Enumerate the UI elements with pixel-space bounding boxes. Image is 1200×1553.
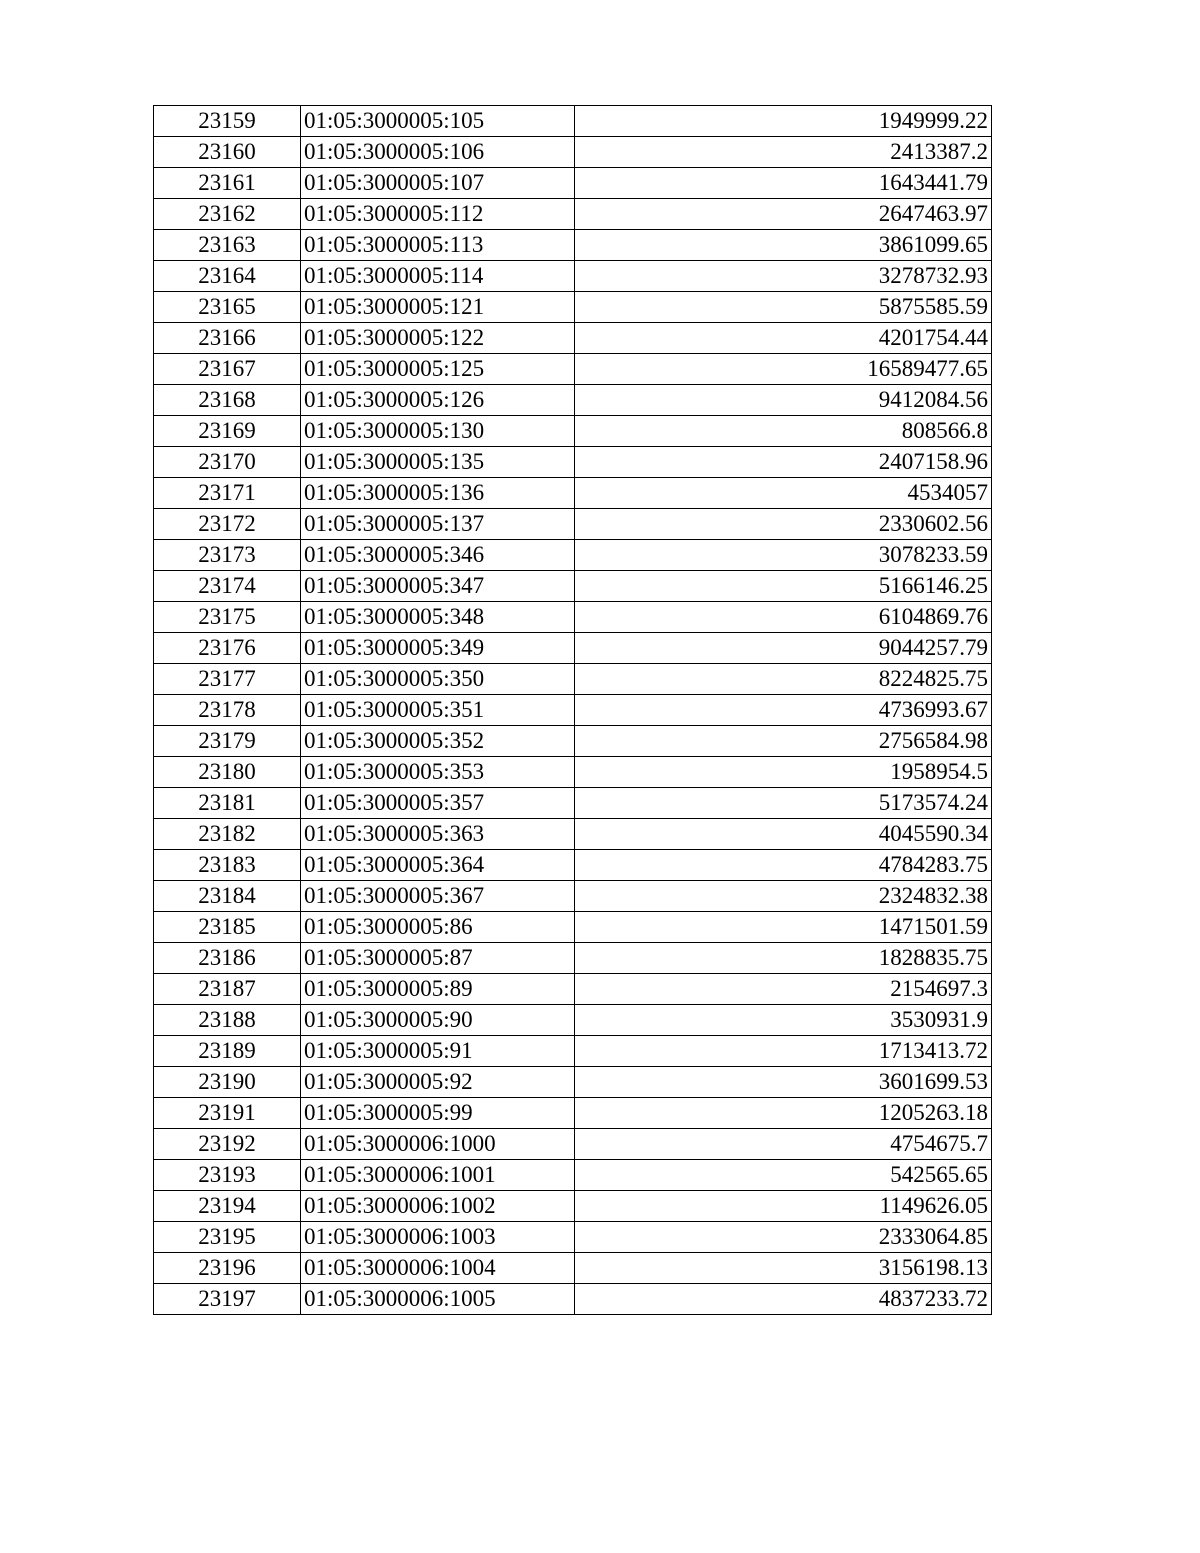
table-row	[154, 1098, 992, 1129]
row-number-cell: 23181	[154, 788, 301, 819]
cadastral-number-cell: 01:05:3000005:114	[301, 261, 575, 292]
row-number-cell: 23167	[154, 354, 301, 385]
value-cell: 2333064.85	[575, 1222, 992, 1253]
table-row	[154, 571, 992, 602]
value-cell: 2647463.97	[575, 199, 992, 230]
cadastral-number-cell: 01:05:3000006:1001	[301, 1160, 575, 1191]
cadastral-number-cell: 01:05:3000005:137	[301, 509, 575, 540]
cadastral-number-cell: 01:05:3000005:130	[301, 416, 575, 447]
cadastral-number-cell: 01:05:3000006:1000	[301, 1129, 575, 1160]
table-row	[154, 1284, 992, 1315]
row-number-cell: 23191	[154, 1098, 301, 1129]
value-cell: 2154697.3	[575, 974, 992, 1005]
row-number-cell: 23183	[154, 850, 301, 881]
cadastral-number-cell: 01:05:3000005:351	[301, 695, 575, 726]
table-row	[154, 230, 992, 261]
value-cell: 5166146.25	[575, 571, 992, 602]
table-row	[154, 137, 992, 168]
table-row	[154, 974, 992, 1005]
cadastral-number-cell: 01:05:3000006:1002	[301, 1191, 575, 1222]
table-row	[154, 1067, 992, 1098]
cadastral-number-cell: 01:05:3000005:367	[301, 881, 575, 912]
row-number-cell: 23175	[154, 602, 301, 633]
cadastral-number-cell: 01:05:3000005:105	[301, 106, 575, 137]
table-row	[154, 447, 992, 478]
value-cell: 1958954.5	[575, 757, 992, 788]
cadastral-number-cell: 01:05:3000006:1003	[301, 1222, 575, 1253]
cadastral-number-cell: 01:05:3000005:107	[301, 168, 575, 199]
row-number-cell: 23179	[154, 726, 301, 757]
value-cell: 3156198.13	[575, 1253, 992, 1284]
row-number-cell: 23176	[154, 633, 301, 664]
table-row	[154, 1253, 992, 1284]
value-cell: 5173574.24	[575, 788, 992, 819]
table-row	[154, 881, 992, 912]
value-cell: 4534057	[575, 478, 992, 509]
cadastral-number-cell: 01:05:3000005:86	[301, 912, 575, 943]
row-number-cell: 23188	[154, 1005, 301, 1036]
table-row	[154, 819, 992, 850]
row-number-cell: 23189	[154, 1036, 301, 1067]
cadastral-number-cell: 01:05:3000005:106	[301, 137, 575, 168]
table-row	[154, 478, 992, 509]
value-cell: 16589477.65	[575, 354, 992, 385]
value-cell: 3861099.65	[575, 230, 992, 261]
cadastral-number-cell: 01:05:3000005:113	[301, 230, 575, 261]
data-table	[153, 105, 992, 1315]
cadastral-number-cell: 01:05:3000005:122	[301, 323, 575, 354]
row-number-cell: 23184	[154, 881, 301, 912]
value-cell: 8224825.75	[575, 664, 992, 695]
value-cell: 3530931.9	[575, 1005, 992, 1036]
cadastral-number-cell: 01:05:3000005:99	[301, 1098, 575, 1129]
row-number-cell: 23159	[154, 106, 301, 137]
cadastral-number-cell: 01:05:3000006:1005	[301, 1284, 575, 1315]
value-cell: 2756584.98	[575, 726, 992, 757]
row-number-cell: 23165	[154, 292, 301, 323]
value-cell: 1149626.05	[575, 1191, 992, 1222]
cadastral-number-cell: 01:05:3000005:349	[301, 633, 575, 664]
row-number-cell: 23166	[154, 323, 301, 354]
value-cell: 6104869.76	[575, 602, 992, 633]
row-number-cell: 23178	[154, 695, 301, 726]
table-row	[154, 1222, 992, 1253]
row-number-cell: 23171	[154, 478, 301, 509]
cadastral-number-cell: 01:05:3000005:87	[301, 943, 575, 974]
row-number-cell: 23194	[154, 1191, 301, 1222]
value-cell: 9044257.79	[575, 633, 992, 664]
cadastral-number-cell: 01:05:3000005:92	[301, 1067, 575, 1098]
table-row	[154, 540, 992, 571]
row-number-cell: 23169	[154, 416, 301, 447]
table-row	[154, 633, 992, 664]
value-cell: 4754675.7	[575, 1129, 992, 1160]
value-cell: 1471501.59	[575, 912, 992, 943]
value-cell: 5875585.59	[575, 292, 992, 323]
value-cell: 2324832.38	[575, 881, 992, 912]
table-row	[154, 416, 992, 447]
value-cell: 1205263.18	[575, 1098, 992, 1129]
table-row	[154, 1005, 992, 1036]
row-number-cell: 23160	[154, 137, 301, 168]
cadastral-number-cell: 01:05:3000005:125	[301, 354, 575, 385]
row-number-cell: 23163	[154, 230, 301, 261]
row-number-cell: 23186	[154, 943, 301, 974]
row-number-cell: 23172	[154, 509, 301, 540]
value-cell: 542565.65	[575, 1160, 992, 1191]
cadastral-number-cell: 01:05:3000005:353	[301, 757, 575, 788]
cadastral-number-cell: 01:05:3000005:346	[301, 540, 575, 571]
row-number-cell: 23197	[154, 1284, 301, 1315]
row-number-cell: 23174	[154, 571, 301, 602]
cadastral-number-cell: 01:05:3000005:352	[301, 726, 575, 757]
cadastral-number-cell: 01:05:3000005:91	[301, 1036, 575, 1067]
row-number-cell: 23164	[154, 261, 301, 292]
row-number-cell: 23187	[154, 974, 301, 1005]
cadastral-number-cell: 01:05:3000005:90	[301, 1005, 575, 1036]
row-number-cell: 23180	[154, 757, 301, 788]
table-row	[154, 168, 992, 199]
table-row	[154, 199, 992, 230]
table-row	[154, 354, 992, 385]
table-row	[154, 1191, 992, 1222]
cadastral-number-cell: 01:05:3000005:89	[301, 974, 575, 1005]
value-cell: 2330602.56	[575, 509, 992, 540]
table-row	[154, 106, 992, 137]
row-number-cell: 23170	[154, 447, 301, 478]
row-number-cell: 23162	[154, 199, 301, 230]
row-number-cell: 23177	[154, 664, 301, 695]
value-cell: 1828835.75	[575, 943, 992, 974]
cadastral-number-cell: 01:05:3000005:350	[301, 664, 575, 695]
row-number-cell: 23161	[154, 168, 301, 199]
table-row	[154, 1036, 992, 1067]
row-number-cell: 23190	[154, 1067, 301, 1098]
value-cell: 3078233.59	[575, 540, 992, 571]
table-row	[154, 261, 992, 292]
value-cell: 2413387.2	[575, 137, 992, 168]
value-cell: 4784283.75	[575, 850, 992, 881]
cadastral-number-cell: 01:05:3000005:364	[301, 850, 575, 881]
value-cell: 9412084.56	[575, 385, 992, 416]
table-row	[154, 695, 992, 726]
table-row	[154, 1129, 992, 1160]
row-number-cell: 23168	[154, 385, 301, 416]
row-number-cell: 23182	[154, 819, 301, 850]
table-row	[154, 850, 992, 881]
cadastral-number-cell: 01:05:3000005:136	[301, 478, 575, 509]
cadastral-number-cell: 01:05:3000005:121	[301, 292, 575, 323]
row-number-cell: 23192	[154, 1129, 301, 1160]
cadastral-number-cell: 01:05:3000005:348	[301, 602, 575, 633]
cadastral-number-cell: 01:05:3000005:357	[301, 788, 575, 819]
value-cell: 808566.8	[575, 416, 992, 447]
value-cell: 4045590.34	[575, 819, 992, 850]
table-row	[154, 292, 992, 323]
value-cell: 4201754.44	[575, 323, 992, 354]
table-row	[154, 912, 992, 943]
table-row	[154, 788, 992, 819]
value-cell: 4837233.72	[575, 1284, 992, 1315]
table-row	[154, 385, 992, 416]
value-cell: 1949999.22	[575, 106, 992, 137]
value-cell: 1713413.72	[575, 1036, 992, 1067]
table-row	[154, 509, 992, 540]
value-cell: 2407158.96	[575, 447, 992, 478]
table-row	[154, 323, 992, 354]
cadastral-number-cell: 01:05:3000005:363	[301, 819, 575, 850]
value-cell: 1643441.79	[575, 168, 992, 199]
row-number-cell: 23185	[154, 912, 301, 943]
table-row	[154, 664, 992, 695]
row-number-cell: 23173	[154, 540, 301, 571]
value-cell: 3601699.53	[575, 1067, 992, 1098]
table-row	[154, 943, 992, 974]
cadastral-number-cell: 01:05:3000005:347	[301, 571, 575, 602]
value-cell: 4736993.67	[575, 695, 992, 726]
cadastral-number-cell: 01:05:3000005:126	[301, 385, 575, 416]
table-body	[154, 106, 992, 1315]
table-row	[154, 602, 992, 633]
cadastral-number-cell: 01:05:3000006:1004	[301, 1253, 575, 1284]
table-row	[154, 757, 992, 788]
row-number-cell: 23193	[154, 1160, 301, 1191]
table-row	[154, 726, 992, 757]
cadastral-number-cell: 01:05:3000005:112	[301, 199, 575, 230]
cadastral-number-cell: 01:05:3000005:135	[301, 447, 575, 478]
value-cell: 3278732.93	[575, 261, 992, 292]
row-number-cell: 23196	[154, 1253, 301, 1284]
table-row	[154, 1160, 992, 1191]
row-number-cell: 23195	[154, 1222, 301, 1253]
